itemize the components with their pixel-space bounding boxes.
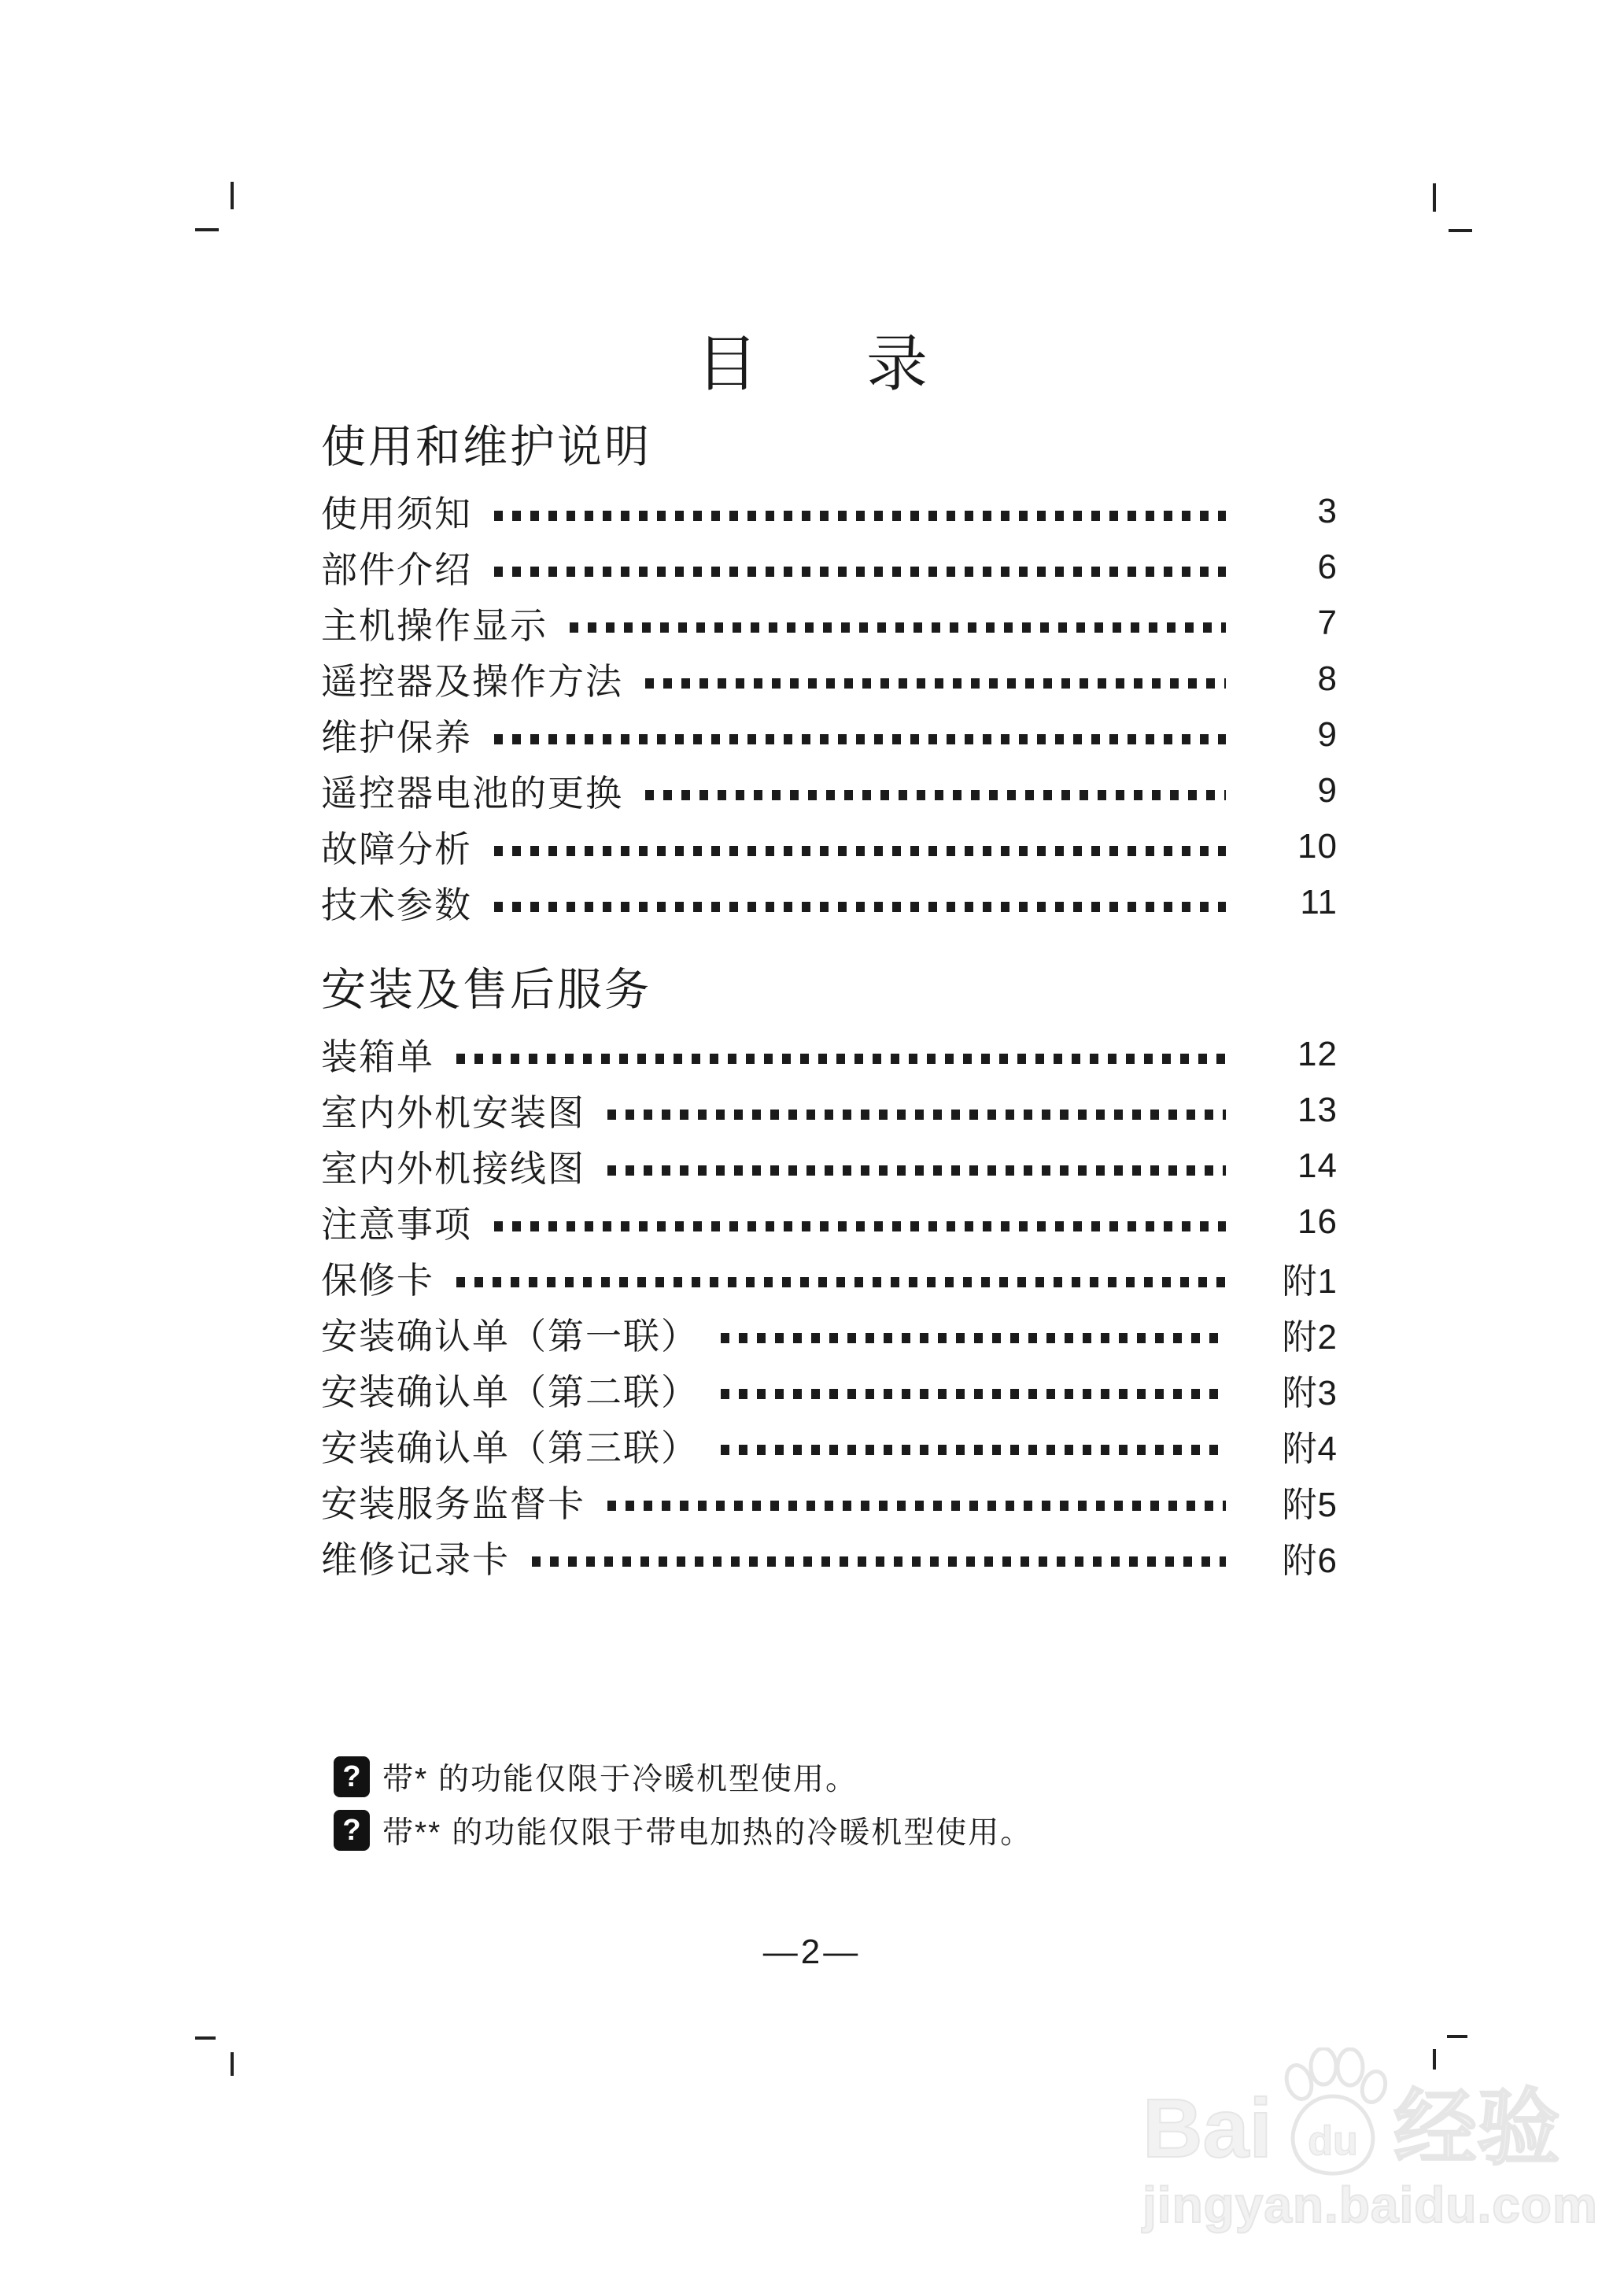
toc-entry-page: 附2 — [1282, 1317, 1338, 1357]
svg-text:du: du — [1308, 2118, 1358, 2164]
dot-leader — [532, 1556, 1226, 1567]
toc-entry-label: 安装确认单（第二联） — [321, 1371, 699, 1412]
toc-entry-label: 部件介绍 — [321, 548, 472, 590]
dot-leader — [570, 622, 1226, 633]
dot-leader — [494, 846, 1226, 856]
dot-leader — [721, 1445, 1226, 1455]
toc-entry-label: 故障分析 — [321, 828, 472, 870]
toc-entry-label: 室内外机安装图 — [321, 1091, 585, 1133]
page-title — [0, 315, 1624, 403]
toc-entries — [321, 1026, 1338, 1585]
section-heading: 使用和维护说明 — [321, 422, 651, 472]
toc-entry — [321, 707, 1338, 762]
toc-entry-page: 附3 — [1282, 1373, 1338, 1412]
dot-leader — [456, 1054, 1226, 1064]
toc-entry-page: 3 — [1317, 491, 1338, 530]
dot-leader — [456, 1277, 1226, 1287]
question-box-icon: ? — [334, 1810, 370, 1851]
dot-leader — [607, 1501, 1226, 1511]
crop-mark-top-left-horizontal — [195, 228, 219, 231]
toc-section-usage — [321, 422, 1338, 930]
watermark-url: jingyan.baidu.com — [1142, 2177, 1598, 2233]
dot-leader — [494, 567, 1226, 577]
dot-leader — [607, 1165, 1226, 1176]
footnote-text: 带** 的功能仅限于带电加热的冷暖机型使用。 — [382, 1816, 1033, 1850]
crop-mark-top-right-horizontal — [1449, 229, 1472, 232]
toc-entry-label: 遥控器及操作方法 — [321, 660, 623, 702]
toc-entry-page: 附6 — [1282, 1541, 1338, 1580]
toc-entry-page: 10 — [1297, 826, 1338, 866]
toc-entry-page: 11 — [1300, 882, 1338, 921]
toc-entry-label: 维护保养 — [321, 716, 472, 758]
toc-entry-label: 注意事项 — [321, 1203, 472, 1245]
toc-entries — [321, 483, 1338, 930]
footnote-text: 带* 的功能仅限于冷暖机型使用。 — [382, 1763, 858, 1796]
crop-mark-top-right-vertical — [1433, 183, 1436, 212]
toc-entry-label: 安装确认单（第三联） — [321, 1427, 699, 1468]
toc-entry-label: 技术参数 — [321, 884, 472, 925]
baidu-logo-text-left: Bai — [1142, 2082, 1272, 2175]
toc-entry-label: 安装服务监督卡 — [321, 1483, 585, 1524]
toc-entry-page: 附4 — [1282, 1429, 1338, 1468]
toc-entry-label: 主机操作显示 — [321, 604, 548, 646]
toc-entry-label: 安装确认单（第一联） — [321, 1315, 699, 1357]
dot-leader — [494, 734, 1226, 744]
toc-entry-label: 使用须知 — [321, 493, 472, 534]
dot-leader — [721, 1333, 1226, 1343]
toc-entry — [321, 874, 1338, 930]
dot-leader — [645, 790, 1226, 800]
toc-entry — [321, 539, 1338, 595]
crop-mark-bottom-left-horizontal — [195, 2036, 216, 2040]
dot-leader — [494, 511, 1226, 521]
toc-section-install — [321, 965, 1338, 1585]
section-heading: 安装及售后服务 — [321, 965, 651, 1015]
footnote — [334, 1750, 1032, 1804]
dot-leader — [494, 902, 1226, 912]
toc-entry — [321, 595, 1338, 651]
toc-entry-label: 装箱单 — [321, 1036, 434, 1077]
page-number-footer: —2— — [762, 1933, 862, 1971]
toc-entry — [321, 1138, 1338, 1194]
dot-leader — [721, 1389, 1226, 1399]
toc-entry — [321, 1194, 1338, 1250]
footnote — [334, 1804, 1032, 1857]
page-title-char: 目 — [696, 330, 758, 398]
toc-entry-label: 维修记录卡 — [321, 1538, 510, 1580]
toc-entry-page: 附1 — [1282, 1261, 1338, 1301]
toc-entry — [321, 762, 1338, 818]
toc-entry-page: 8 — [1317, 659, 1338, 698]
toc-entry-page: 12 — [1297, 1034, 1338, 1073]
question-box-icon: ? — [334, 1756, 370, 1797]
crop-mark-bottom-right-horizontal — [1447, 2035, 1467, 2038]
toc-entry — [321, 818, 1338, 874]
toc-entry — [321, 651, 1338, 707]
baidu-logo — [1142, 2043, 1567, 2173]
baidu-logo-text-right: 经验 — [1393, 2082, 1560, 2175]
toc-entry-page: 13 — [1297, 1090, 1338, 1129]
toc-entry-label: 室内外机接线图 — [321, 1147, 585, 1189]
toc-entry — [321, 1250, 1338, 1305]
dot-leader — [607, 1110, 1226, 1120]
toc-entry-page: 9 — [1317, 770, 1338, 810]
toc-entry-page: 附5 — [1282, 1485, 1338, 1524]
crop-mark-top-left-vertical — [231, 182, 234, 209]
toc-entry — [321, 1417, 1338, 1473]
toc-entry-label: 遥控器电池的更换 — [321, 772, 623, 814]
page-title-char: 录 — [866, 330, 928, 398]
toc-entry — [321, 1361, 1338, 1417]
toc-entry — [321, 1473, 1338, 1529]
footnotes — [334, 1750, 1032, 1857]
toc-entry-page: 14 — [1297, 1146, 1338, 1185]
toc-entry-label: 保修卡 — [321, 1259, 434, 1301]
toc-entry-page: 7 — [1317, 603, 1338, 642]
baidu-paw-icon — [1274, 2047, 1392, 2178]
toc-entry-page: 16 — [1297, 1202, 1338, 1241]
toc-entry — [321, 1305, 1338, 1361]
toc-entry — [321, 1529, 1338, 1585]
baidu-watermark — [1142, 2043, 1598, 2233]
toc-entry — [321, 1026, 1338, 1082]
toc-entry-page: 6 — [1317, 547, 1338, 586]
dot-leader — [645, 678, 1226, 689]
toc-entry — [321, 1082, 1338, 1138]
crop-mark-bottom-left-vertical — [231, 2052, 234, 2076]
toc-entry — [321, 483, 1338, 539]
crop-mark-bottom-right-vertical — [1433, 2049, 1436, 2070]
dot-leader — [494, 1221, 1226, 1231]
toc-entry-page: 9 — [1317, 714, 1338, 754]
